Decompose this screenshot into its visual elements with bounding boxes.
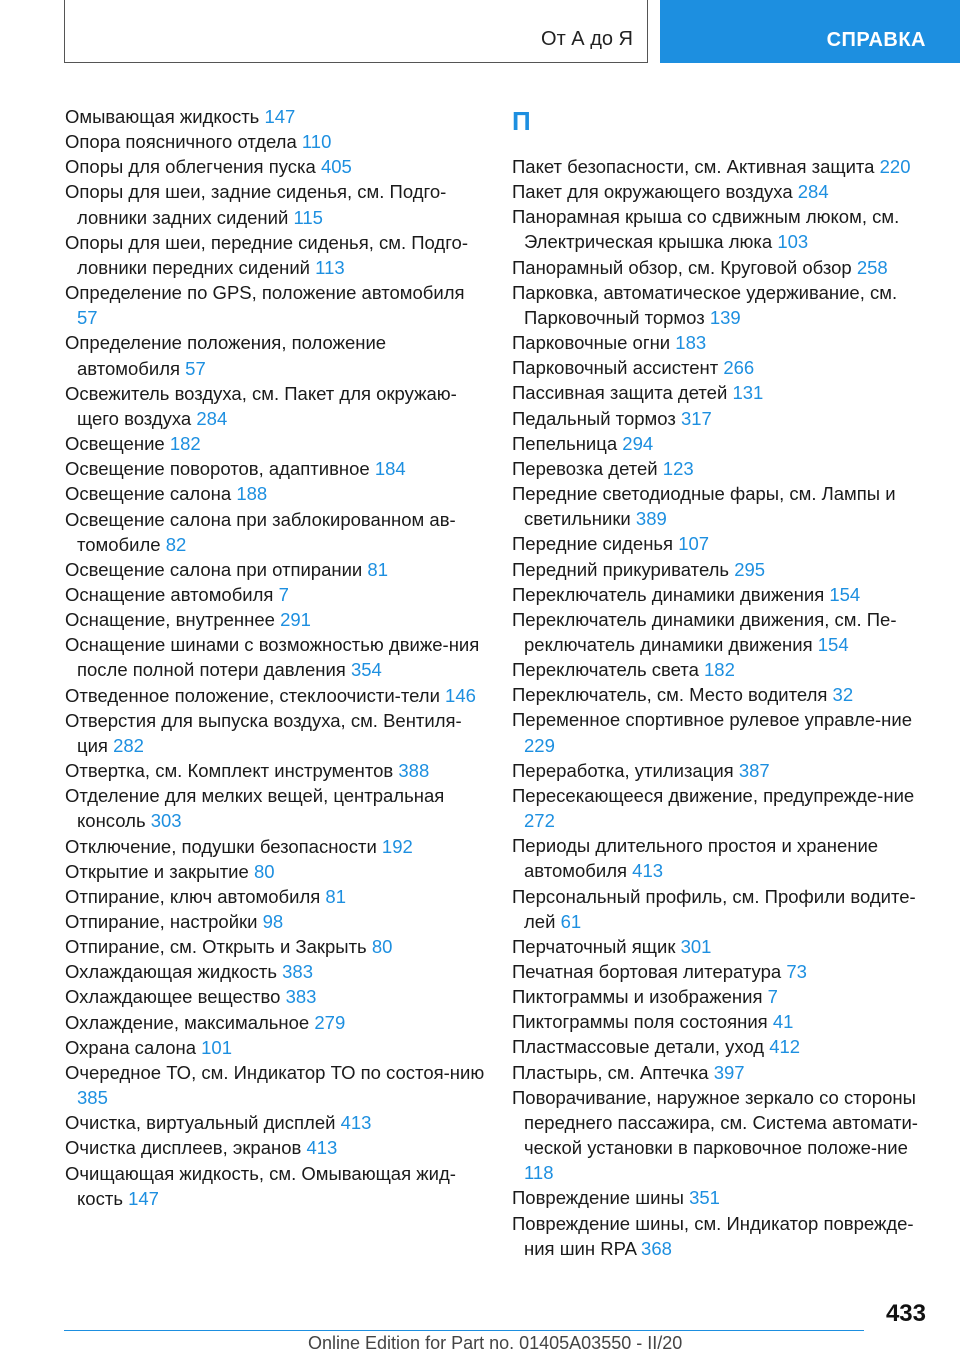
index-page-link[interactable]: 61 — [560, 910, 582, 932]
index-entry — [65, 1135, 485, 1160]
index-entry — [512, 833, 942, 883]
index-entry — [512, 1034, 942, 1059]
index-entry-text: Переключатель динамики движения, см. Пе-реключатель динамики движения — [512, 608, 897, 655]
index-page-link[interactable]: 80 — [371, 936, 393, 958]
index-entry — [65, 934, 485, 959]
index-entry-text: Повреждение шины — [512, 1187, 690, 1209]
index-entry — [512, 1085, 942, 1186]
header-title-box — [64, 0, 648, 63]
index-entry — [65, 607, 485, 632]
index-entry — [512, 481, 942, 531]
index-entry — [512, 330, 942, 355]
index-column-right — [512, 104, 942, 1261]
index-entry-text: Очередное ТО, см. Индикатор ТО по состоя-нию — [65, 1061, 485, 1083]
index-page-link[interactable]: 354 — [350, 659, 382, 681]
index-entry — [512, 707, 942, 757]
index-entry-text: Опоры для облегчения пуска — [65, 156, 321, 178]
index-entry-text: Оснащение, внутреннее — [65, 609, 281, 631]
index-page-link[interactable]: 184 — [374, 458, 406, 480]
index-page-link[interactable]: 301 — [680, 935, 712, 957]
index-entry-text: Отвертка, см. Комплект инструментов — [65, 760, 399, 782]
index-entries-right — [512, 154, 942, 1261]
index-entry — [65, 884, 485, 909]
section-title: От А до Я — [541, 28, 633, 50]
index-entry — [512, 783, 942, 833]
index-entry-text: Освещение поворотов, адаптивное — [65, 458, 375, 480]
index-page-link[interactable]: 110 — [301, 131, 332, 153]
index-entry — [512, 758, 942, 783]
index-entry-text: Освежитель воздуха, см. Пакет для окружаю-щего воздуха — [65, 382, 457, 429]
index-page-link[interactable]: 295 — [734, 558, 766, 580]
index-entry-text: Пиктограммы и изображения — [512, 986, 768, 1008]
index-entry — [65, 632, 485, 682]
index-entry-text: Отделение для мелких вещей, центральная консоль — [65, 785, 445, 832]
index-entry — [512, 1185, 942, 1210]
index-page-link[interactable]: 387 — [738, 759, 770, 781]
index-page-link[interactable]: 192 — [381, 835, 413, 857]
index-page-link[interactable]: 383 — [285, 986, 317, 1008]
footer-divider — [64, 1330, 864, 1331]
index-page-link[interactable]: 154 — [829, 583, 861, 605]
footer-edition-text: Online Edition for Part no. 01405A03550 - II/20 — [308, 1333, 683, 1353]
index-entry — [65, 481, 485, 506]
index-entry-text: Переработка, утилизация — [512, 759, 739, 781]
index-entry — [512, 531, 942, 556]
index-entry — [65, 834, 485, 859]
index-page-link[interactable]: 284 — [196, 407, 228, 429]
index-page-link[interactable]: 80 — [253, 860, 275, 882]
index-entry-text: Парковочные огни — [512, 332, 676, 354]
index-page-link[interactable]: 41 — [772, 1011, 794, 1033]
tab-reference[interactable] — [660, 0, 960, 63]
index-entry — [512, 607, 942, 657]
index-entry — [65, 179, 485, 229]
index-entry — [512, 934, 942, 959]
index-entry — [65, 280, 485, 330]
index-entry-text: Переменное спортивное рулевое управле-ние — [512, 709, 913, 731]
index-page-link[interactable]: 182 — [704, 659, 735, 681]
index-entry-text: Перчаточный ящик — [512, 935, 681, 957]
index-entry — [65, 330, 485, 380]
index-entry — [65, 959, 485, 984]
index-entry — [512, 431, 942, 456]
index-entry-text: Очистка, виртуальный дисплей — [65, 1112, 341, 1134]
index-entry-text: Отпирание, настройки — [65, 911, 263, 932]
index-page-link[interactable]: 389 — [635, 508, 667, 530]
index-letter-heading: П — [512, 106, 531, 136]
index-page-link[interactable]: 272 — [524, 810, 555, 832]
index-entry — [512, 154, 942, 179]
index-entry — [512, 179, 942, 204]
index-entry — [512, 204, 942, 254]
index-page-link[interactable]: 229 — [524, 734, 555, 756]
index-entry — [65, 230, 485, 280]
index-page-link[interactable]: 188 — [236, 483, 268, 505]
index-entry-text: Отключение, подушки безопасности — [65, 835, 382, 857]
index-page-link[interactable]: 258 — [856, 256, 888, 278]
index-entry — [65, 1060, 485, 1110]
index-entry — [65, 582, 485, 607]
index-entry-text: Панорамная крыша со сдвижным люком, см. Электрическая крышка люка — [512, 206, 900, 253]
index-entry — [65, 683, 485, 708]
index-page-link[interactable]: 139 — [709, 306, 741, 328]
index-entry — [512, 355, 942, 380]
index-entry-text: Очистка дисплеев, экранов — [65, 1137, 307, 1159]
index-entry-text: Отпирание, см. Открыть и Закрыть — [65, 936, 372, 958]
index-entry — [512, 959, 942, 984]
index-entry — [512, 1060, 942, 1085]
index-page-link[interactable]: 383 — [282, 961, 313, 983]
index-entry — [512, 1009, 942, 1034]
index-page-link[interactable]: 57 — [77, 307, 98, 329]
index-page-link[interactable]: 146 — [445, 684, 476, 706]
index-entry-text: Пластырь, см. Аптечка — [512, 1061, 714, 1083]
index-entry-text: Парковка, автоматическое удерживание, см. Парковочный тормоз — [512, 281, 898, 328]
index-entry — [65, 783, 485, 833]
index-page-link[interactable]: 385 — [77, 1087, 108, 1109]
index-page-link[interactable]: 73 — [786, 961, 807, 982]
index-page-link[interactable]: 113 — [315, 256, 345, 278]
index-entry-text: Панорамный обзор, см. Круговой обзор — [512, 256, 857, 278]
index-entry-text: Открытие и закрытие — [65, 860, 254, 882]
index-page-link[interactable]: 303 — [150, 810, 182, 832]
index-entry — [65, 557, 485, 582]
index-page-link[interactable]: 81 — [367, 558, 388, 580]
index-entry-text: Охлаждающее вещество — [65, 986, 286, 1008]
index-entry — [512, 1211, 942, 1261]
index-entry-text: Определение по GPS, положение автомобиля — [65, 282, 465, 304]
index-page-link[interactable]: 147 — [264, 106, 296, 127]
index-page-link[interactable]: 147 — [128, 1187, 159, 1209]
index-entry-text: Освещение салона — [65, 483, 237, 505]
index-entry-text: Опоры для шеи, задние сиденья, см. Подго-ловники задних сидений — [65, 181, 447, 228]
index-entry-text: Переключатель, см. Место водителя — [512, 684, 833, 706]
index-entry-text: Передние светодиодные фары, см. Лампы и светильники — [512, 483, 896, 530]
index-entry — [512, 657, 942, 682]
index-entry-text: Пиктограммы поля состояния — [512, 1011, 773, 1033]
index-entry — [512, 582, 942, 607]
index-entry-text: Передние сиденья — [512, 533, 679, 555]
index-entry-text: Охлаждающая жидкость — [65, 961, 283, 983]
index-entry-text: Парковочный ассистент — [512, 357, 724, 379]
index-entry-text: Передний прикуриватель — [512, 558, 735, 580]
index-page-link[interactable]: 266 — [723, 357, 755, 379]
index-entry — [65, 1035, 485, 1060]
index-entry — [65, 381, 485, 431]
index-page-link[interactable]: 131 — [732, 382, 764, 404]
index-page-link[interactable]: 405 — [320, 156, 352, 178]
index-entry-text: Отпирание, ключ автомобиля — [65, 885, 326, 907]
index-entry-text: Отведенное положение, стеклоочисти-тели — [65, 684, 446, 706]
index-entry — [65, 1010, 485, 1035]
index-entry — [65, 507, 485, 557]
index-entry — [65, 1110, 485, 1135]
index-entry — [512, 380, 942, 405]
index-entry — [65, 758, 485, 783]
index-page-link[interactable]: 57 — [185, 357, 206, 379]
index-entry-text: Повреждение шины, см. Индикатор поврежде-ния шин RPA — [512, 1212, 914, 1259]
index-entry-text: Переключатель динамики движения — [512, 583, 830, 605]
index-entry — [65, 154, 485, 179]
index-entry-text: Отверстия для выпуска воздуха, см. Вентиля-ция — [65, 709, 462, 756]
index-page-link[interactable]: 154 — [817, 633, 849, 655]
index-page-link[interactable]: 107 — [678, 533, 710, 555]
index-entry-text: Печатная бортовая литература — [512, 961, 787, 982]
index-page-link[interactable]: 220 — [879, 156, 911, 177]
index-entry-text: Опора поясничного отдела — [65, 131, 302, 153]
index-entry-text: Пакет безопасности, см. Активная защита — [512, 156, 880, 177]
index-entry — [65, 456, 485, 481]
index-entry — [65, 859, 485, 884]
index-entry — [512, 557, 942, 582]
index-page-link[interactable]: 123 — [662, 457, 694, 479]
index-page-link[interactable]: 7 — [767, 986, 778, 1008]
index-page-link[interactable]: 317 — [680, 407, 712, 429]
index-entry — [65, 708, 485, 758]
index-entry-text: Переключатель света — [512, 659, 705, 681]
index-entry-text: Оснащение автомобиля — [65, 583, 279, 605]
index-page-link[interactable]: 32 — [832, 684, 854, 706]
index-column-left — [65, 104, 485, 1211]
index-entry-text: Персональный профиль, см. Профили водите-лей — [512, 885, 916, 932]
index-page-link[interactable]: 388 — [398, 760, 430, 782]
index-entry — [512, 456, 942, 481]
index-page-link[interactable]: 98 — [262, 911, 284, 932]
index-page-link[interactable]: 368 — [641, 1237, 672, 1259]
index-entry-text: Охлаждение, максимальное — [65, 1011, 315, 1033]
index-page-link[interactable]: 351 — [689, 1187, 720, 1209]
index-entry — [512, 255, 942, 280]
index-entry-text: Педальный тормоз — [512, 407, 681, 429]
tab-reference-label: СПРАВКА — [826, 29, 926, 51]
index-page-link[interactable]: 7 — [278, 583, 289, 605]
index-entry-text: Охрана салона — [65, 1036, 202, 1058]
index-entry-text: Освещение салона при отпирании — [65, 558, 368, 580]
index-page-link[interactable]: 82 — [165, 533, 187, 555]
index-page-link[interactable]: 412 — [769, 1036, 801, 1058]
index-entry-text: Пассивная защита детей — [512, 382, 733, 404]
index-page-link[interactable]: 103 — [777, 231, 809, 253]
index-page-link[interactable]: 397 — [713, 1061, 745, 1083]
index-page-link[interactable]: 115 — [293, 206, 323, 228]
index-entry-text: Освещение салона при заблокированном ав-томобиле — [65, 508, 456, 555]
index-entry-text: Пересекающееся движение, предупрежде-ние — [512, 784, 915, 806]
index-page-link[interactable]: 118 — [524, 1162, 554, 1184]
index-entry — [65, 431, 485, 456]
index-entry — [65, 984, 485, 1009]
index-page-link[interactable]: 183 — [675, 332, 707, 354]
index-entry-text: Перевозка детей — [512, 457, 663, 479]
index-page-link[interactable]: 291 — [280, 609, 311, 631]
index-page-link[interactable]: 294 — [622, 432, 654, 454]
index-entry-text: Определение положения, положение автомобиля — [65, 332, 387, 379]
index-entry-text: Пепельница — [512, 432, 623, 454]
index-entry-text: Опоры для шеи, передние сиденья, см. Подго-ловники передних сидений — [65, 231, 468, 278]
index-page-link[interactable]: 282 — [113, 734, 144, 756]
index-entry-text: Пластмассовые детали, уход — [512, 1036, 770, 1058]
index-page-link[interactable]: 182 — [169, 433, 201, 455]
index-entry — [512, 984, 942, 1009]
index-entry-text: Оснащение шинами с возможностью движе-ния после полной потери давления — [65, 634, 480, 681]
index-page-link[interactable]: 413 — [340, 1112, 372, 1134]
index-entry-text: Периоды длительного простоя и хранение автомобиля — [512, 835, 879, 882]
index-page-link[interactable]: 413 — [632, 860, 664, 882]
index-entry — [512, 406, 942, 431]
index-page-link[interactable]: 284 — [797, 181, 829, 203]
index-entry — [65, 104, 485, 129]
index-entry — [512, 280, 942, 330]
index-page-link[interactable]: 101 — [201, 1036, 233, 1058]
index-page-link[interactable]: 279 — [314, 1011, 346, 1033]
index-entry-text: Поворачивание, наружное зеркало со стороны переднего пассажира, см. Система автомати-ческой установки в парковочное положе-ние — [512, 1086, 918, 1159]
index-entry — [65, 909, 485, 934]
index-entry — [65, 129, 485, 154]
index-entry-text: Омывающая жидкость — [65, 106, 265, 127]
index-entry-text: Очищающая жидкость, см. Омывающая жид-кость — [65, 1162, 456, 1209]
index-entry — [512, 884, 942, 934]
index-page-link[interactable]: 413 — [306, 1137, 338, 1159]
index-entry — [512, 682, 942, 707]
index-entry — [65, 1161, 485, 1211]
page-number: 433 — [885, 1300, 926, 1327]
index-entry-text: Освещение — [65, 433, 170, 455]
index-entry-text: Пакет для окружающего воздуха — [512, 181, 798, 203]
index-page-link[interactable]: 81 — [325, 885, 346, 907]
